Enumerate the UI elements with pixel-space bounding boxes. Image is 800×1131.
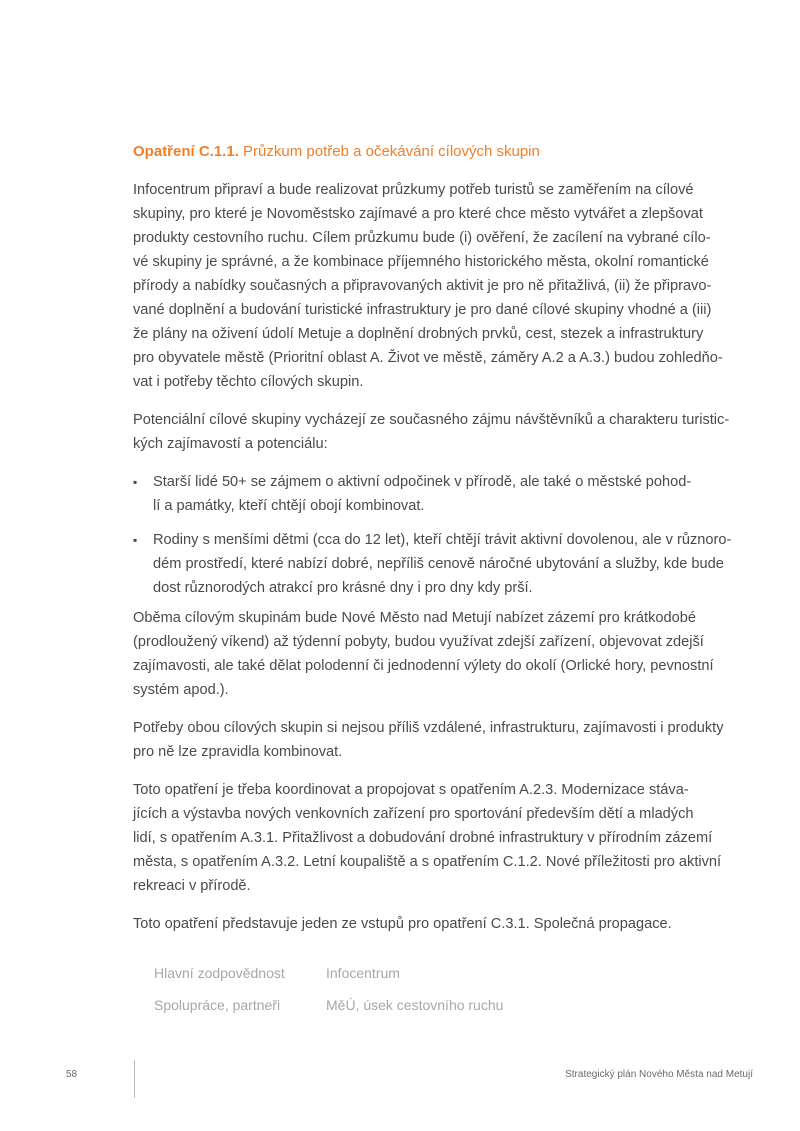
text-line: přírody a nabídky současných a připravovaných aktivit je pro ně přitažlivá, (ii) že připravo-	[133, 278, 712, 294]
partners-label: Spolupráce, partneři	[154, 997, 281, 1013]
responsibility-row-main	[154, 965, 400, 981]
text-line: (prodloužený víkend) až týdenní pobyty, budou využívat zdejší zařízení, objevovat zdejší	[133, 634, 704, 650]
body-text	[133, 178, 745, 936]
responsibility-label: Hlavní zodpovědnost	[154, 965, 285, 981]
text-line: že plány na oživení údolí Metuje a doplnění drobných prvků, cest, stezek a infrastruktury	[133, 326, 704, 342]
text-line: Potenciální cílové skupiny vycházejí ze současného zájmu návštěvníků a charakteru turistic-	[133, 412, 730, 428]
text-line: dém prostředí, které nabízí dobré, nepříliš cenově náročné ubytování a služby, kde bude	[153, 556, 724, 572]
list-item	[133, 528, 745, 600]
responsibility-row-partners	[154, 997, 503, 1013]
text-line: vat i potřeby těchto cílových skupin.	[133, 374, 364, 390]
text-line: Toto opatření je třeba koordinovat a propojovat s opatřením A.2.3. Modernizace stáva-	[133, 782, 689, 798]
text-line: Rodiny s menšími dětmi (cca do 12 let), kteří chtějí trávit aktivní dovolenou, ale v různoro-	[153, 532, 732, 548]
text-line: rekreaci v přírodě.	[133, 878, 251, 894]
responsibility-value: Infocentrum	[326, 965, 400, 981]
text-line: vané doplnění a budování turistické infrastruktury je pro dané cílové skupiny vhodné a (iii)	[133, 302, 712, 318]
paragraph-1	[133, 178, 745, 394]
text-line: Toto opatření představuje jeden ze vstupů pro opatření C.3.1. Společná propagace.	[133, 916, 672, 932]
paragraph-3	[133, 606, 745, 702]
text-line: systém apod.).	[133, 682, 229, 698]
text-line: Starší lidé 50+ se zájmem o aktivní odpočinek v přírodě, ale také o městské pohod-	[153, 474, 692, 490]
text-line: vé skupiny je správné, a že kombinace příjemného historického města, okolní romantické	[133, 254, 709, 270]
page-number: 58	[66, 1069, 78, 1080]
bullet-icon: ▪	[133, 475, 138, 489]
footer-divider	[134, 1060, 135, 1098]
partners-value: MěÚ, úsek cestovního ruchu	[326, 997, 504, 1013]
list-item	[133, 470, 745, 518]
text-line: Oběma cílovým skupinám bude Nové Město nad Metují nabízet zázemí pro krátkodobé	[133, 610, 696, 626]
text-line: lidí, s opatřením A.3.1. Přitažlivost a dobudování drobné infrastruktury v přírodním zázemí	[133, 830, 713, 846]
text-line: pro ně lze zpravidla kombinovat.	[133, 744, 343, 760]
paragraph-4	[133, 716, 745, 764]
measure-number: Opatření C.1.1.	[133, 143, 239, 160]
text-line: zajímavosti, ale také dělat polodenní či jednodenní výlety do okolí (Orlické hory, pevnostní	[133, 658, 714, 674]
text-line: Potřeby obou cílových skupin si nejsou příliš vzdálené, infrastrukturu, zajímavosti i produkty	[133, 720, 724, 736]
text-line: skupiny, pro které je Novoměstsko zajímavé a pro které chce město vytvářet a zlepšovat	[133, 206, 703, 222]
paragraph-2	[133, 408, 745, 456]
measure-heading	[133, 142, 745, 162]
text-line: města, s opatřením A.3.2. Letní koupaliště a s opatřením C.1.2. Nové příležitosti pro aktivní	[133, 854, 722, 870]
paragraph-6	[133, 912, 745, 936]
text-line: produkty cestovního ruchu. Cílem průzkumu bude (i) ověření, že zacílení na vybrané cílo-	[133, 230, 711, 246]
text-line: dost různorodých atrakcí pro krásné dny i pro dny kdy prší.	[153, 580, 533, 596]
measure-title: Průzkum potřeb a očekávání cílových skupin	[243, 143, 540, 160]
text-line: jících a výstavba nových venkovních zařízení pro sportování především dětí a mladých	[133, 806, 694, 822]
text-line: lí a památky, kteří chtějí obojí kombinovat.	[153, 498, 425, 514]
bullet-icon: ▪	[133, 533, 138, 547]
text-line: Infocentrum připraví a bude realizovat průzkumy potřeb turistů se zaměřením na cílové	[133, 182, 694, 198]
text-line: pro obyvatele městě (Prioritní oblast A. Život ve městě, záměry A.2 a A.3.) budou zohledňo-	[133, 350, 723, 366]
bullet-list	[133, 470, 745, 600]
text-line: kých zajímavostí a potenciálu:	[133, 436, 328, 452]
footer-document-title: Strategický plán Nového Města nad Metují	[565, 1069, 753, 1080]
paragraph-5	[133, 778, 745, 898]
